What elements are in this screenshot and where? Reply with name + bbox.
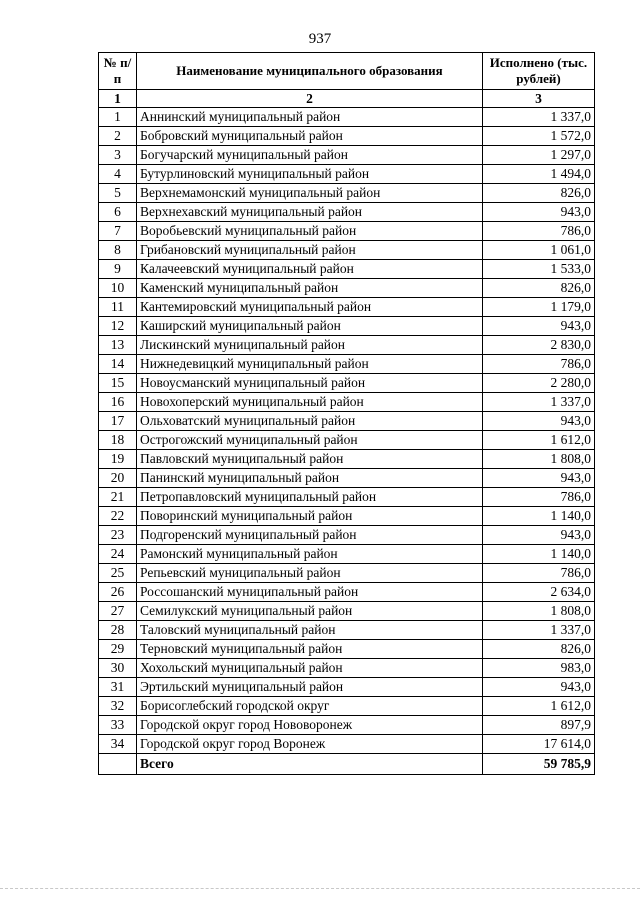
table-row [99, 222, 595, 241]
municipality-name: Кантемировский муниципальный район [137, 298, 483, 317]
municipality-name: Подгоренский муниципальный район [137, 526, 483, 545]
table-row [99, 469, 595, 488]
municipality-name: Павловский муниципальный район [137, 450, 483, 469]
municipality-name: Каширский муниципальный район [137, 317, 483, 336]
row-number: 4 [99, 165, 137, 184]
total-row [99, 754, 595, 775]
municipality-name: Таловский муниципальный район [137, 621, 483, 640]
table-row [99, 545, 595, 564]
executed-amount: 1 612,0 [483, 431, 595, 450]
executed-amount: 786,0 [483, 564, 595, 583]
row-number: 34 [99, 735, 137, 754]
table-row [99, 602, 595, 621]
header-name: Наименование муниципального образования [137, 53, 483, 90]
municipality-name: Панинский муниципальный район [137, 469, 483, 488]
municipality-name: Воробьевский муниципальный район [137, 222, 483, 241]
table-row [99, 450, 595, 469]
table-row [99, 279, 595, 298]
table-row [99, 127, 595, 146]
executed-amount: 943,0 [483, 317, 595, 336]
executed-amount: 943,0 [483, 526, 595, 545]
municipality-name: Городской округ город Нововоронеж [137, 716, 483, 735]
municipality-name: Лискинский муниципальный район [137, 336, 483, 355]
page-number: 937 [308, 31, 332, 47]
column-index-3: 3 [483, 90, 595, 108]
executed-amount: 943,0 [483, 469, 595, 488]
executed-amount: 786,0 [483, 355, 595, 374]
row-number: 8 [99, 241, 137, 260]
executed-amount: 826,0 [483, 640, 595, 659]
table-row [99, 507, 595, 526]
row-number: 7 [99, 222, 137, 241]
row-number: 1 [99, 108, 137, 127]
table-row [99, 526, 595, 545]
header-value: Исполнено (тыс. рублей) [483, 53, 595, 90]
row-number: 5 [99, 184, 137, 203]
municipality-name: Борисоглебский городской округ [137, 697, 483, 716]
row-number: 3 [99, 146, 137, 165]
executed-amount: 1 337,0 [483, 108, 595, 127]
row-number: 22 [99, 507, 137, 526]
row-number: 21 [99, 488, 137, 507]
row-number: 18 [99, 431, 137, 450]
municipality-name: Поворинский муниципальный район [137, 507, 483, 526]
municipality-name: Каменский муниципальный район [137, 279, 483, 298]
executed-amount: 826,0 [483, 184, 595, 203]
executed-amount: 943,0 [483, 412, 595, 431]
executed-amount: 1 061,0 [483, 241, 595, 260]
municipality-name: Городской округ город Воронеж [137, 735, 483, 754]
row-number: 28 [99, 621, 137, 640]
row-number: 9 [99, 260, 137, 279]
municipality-name: Калачеевский муниципальный район [137, 260, 483, 279]
table-row [99, 412, 595, 431]
executed-amount: 1 533,0 [483, 260, 595, 279]
total-label: Всего [137, 754, 483, 775]
table-row [99, 564, 595, 583]
row-number: 14 [99, 355, 137, 374]
table-row [99, 393, 595, 412]
executed-amount: 1 179,0 [483, 298, 595, 317]
table-row [99, 184, 595, 203]
table-body [99, 108, 595, 754]
executed-amount: 786,0 [483, 222, 595, 241]
page-bottom-rule [0, 888, 640, 889]
table-row [99, 621, 595, 640]
table-row [99, 716, 595, 735]
row-number: 20 [99, 469, 137, 488]
table-row [99, 317, 595, 336]
table-row [99, 336, 595, 355]
executed-amount: 943,0 [483, 678, 595, 697]
executed-amount: 1 140,0 [483, 507, 595, 526]
executed-amount: 1 494,0 [483, 165, 595, 184]
row-number: 11 [99, 298, 137, 317]
row-number: 23 [99, 526, 137, 545]
municipality-name: Хохольский муниципальный район [137, 659, 483, 678]
municipality-name: Петропавловский муниципальный район [137, 488, 483, 507]
row-number: 19 [99, 450, 137, 469]
municipality-name: Острогожский муниципальный район [137, 431, 483, 450]
executed-amount: 1 140,0 [483, 545, 595, 564]
row-number: 25 [99, 564, 137, 583]
municipality-name: Нижнедевицкий муниципальный район [137, 355, 483, 374]
row-number: 31 [99, 678, 137, 697]
row-number: 29 [99, 640, 137, 659]
column-index-1: 1 [99, 90, 137, 108]
municipality-name: Эртильский муниципальный район [137, 678, 483, 697]
table-row [99, 108, 595, 127]
municipality-name: Новохоперский муниципальный район [137, 393, 483, 412]
executed-amount: 1 297,0 [483, 146, 595, 165]
row-number: 6 [99, 203, 137, 222]
municipality-name: Грибановский муниципальный район [137, 241, 483, 260]
table-row [99, 583, 595, 602]
municipality-name: Репьевский муниципальный район [137, 564, 483, 583]
executed-amount: 1 808,0 [483, 602, 595, 621]
table-row [99, 260, 595, 279]
executed-amount: 897,9 [483, 716, 595, 735]
row-number: 32 [99, 697, 137, 716]
row-number: 2 [99, 127, 137, 146]
total-value: 59 785,9 [483, 754, 595, 775]
table-row [99, 146, 595, 165]
executed-amount: 17 614,0 [483, 735, 595, 754]
executed-amount: 1 612,0 [483, 697, 595, 716]
executed-amount: 2 634,0 [483, 583, 595, 602]
table-row [99, 431, 595, 450]
executed-amount: 826,0 [483, 279, 595, 298]
executed-amount: 2 280,0 [483, 374, 595, 393]
executed-amount: 1 337,0 [483, 393, 595, 412]
municipality-name: Россошанский муниципальный район [137, 583, 483, 602]
budget-table [98, 52, 595, 775]
municipality-name: Верхнемамонский муниципальный район [137, 184, 483, 203]
municipality-name: Богучарский муниципальный район [137, 146, 483, 165]
total-num [99, 754, 137, 775]
header-num: № п/п [99, 53, 137, 90]
table-row [99, 241, 595, 260]
executed-amount: 1 337,0 [483, 621, 595, 640]
municipality-name: Бобровский муниципальный район [137, 127, 483, 146]
table-row [99, 678, 595, 697]
row-number: 10 [99, 279, 137, 298]
municipality-name: Верхнехавский муниципальный район [137, 203, 483, 222]
table-header [99, 53, 595, 108]
row-number: 30 [99, 659, 137, 678]
row-number: 12 [99, 317, 137, 336]
row-number: 16 [99, 393, 137, 412]
table-row [99, 697, 595, 716]
municipality-name: Рамонский муниципальный район [137, 545, 483, 564]
row-number: 17 [99, 412, 137, 431]
column-index-row [99, 90, 595, 108]
executed-amount: 983,0 [483, 659, 595, 678]
executed-amount: 1 808,0 [483, 450, 595, 469]
table-row [99, 203, 595, 222]
municipality-name: Аннинский муниципальный район [137, 108, 483, 127]
table-row [99, 374, 595, 393]
executed-amount: 2 830,0 [483, 336, 595, 355]
municipality-name: Ольховатский муниципальный район [137, 412, 483, 431]
row-number: 26 [99, 583, 137, 602]
table-row [99, 355, 595, 374]
table-row [99, 735, 595, 754]
executed-amount: 1 572,0 [483, 127, 595, 146]
municipality-name: Терновский муниципальный район [137, 640, 483, 659]
executed-amount: 786,0 [483, 488, 595, 507]
row-number: 15 [99, 374, 137, 393]
column-index-2: 2 [137, 90, 483, 108]
executed-amount: 943,0 [483, 203, 595, 222]
row-number: 33 [99, 716, 137, 735]
row-number: 13 [99, 336, 137, 355]
table-row [99, 488, 595, 507]
row-number: 24 [99, 545, 137, 564]
municipality-name: Семилукский муниципальный район [137, 602, 483, 621]
municipality-name: Бутурлиновский муниципальный район [137, 165, 483, 184]
table-row [99, 659, 595, 678]
table-row [99, 165, 595, 184]
row-number: 27 [99, 602, 137, 621]
header-row [99, 53, 595, 90]
municipality-name: Новоусманский муниципальный район [137, 374, 483, 393]
table-row [99, 640, 595, 659]
table-footer [99, 754, 595, 775]
table-row [99, 298, 595, 317]
